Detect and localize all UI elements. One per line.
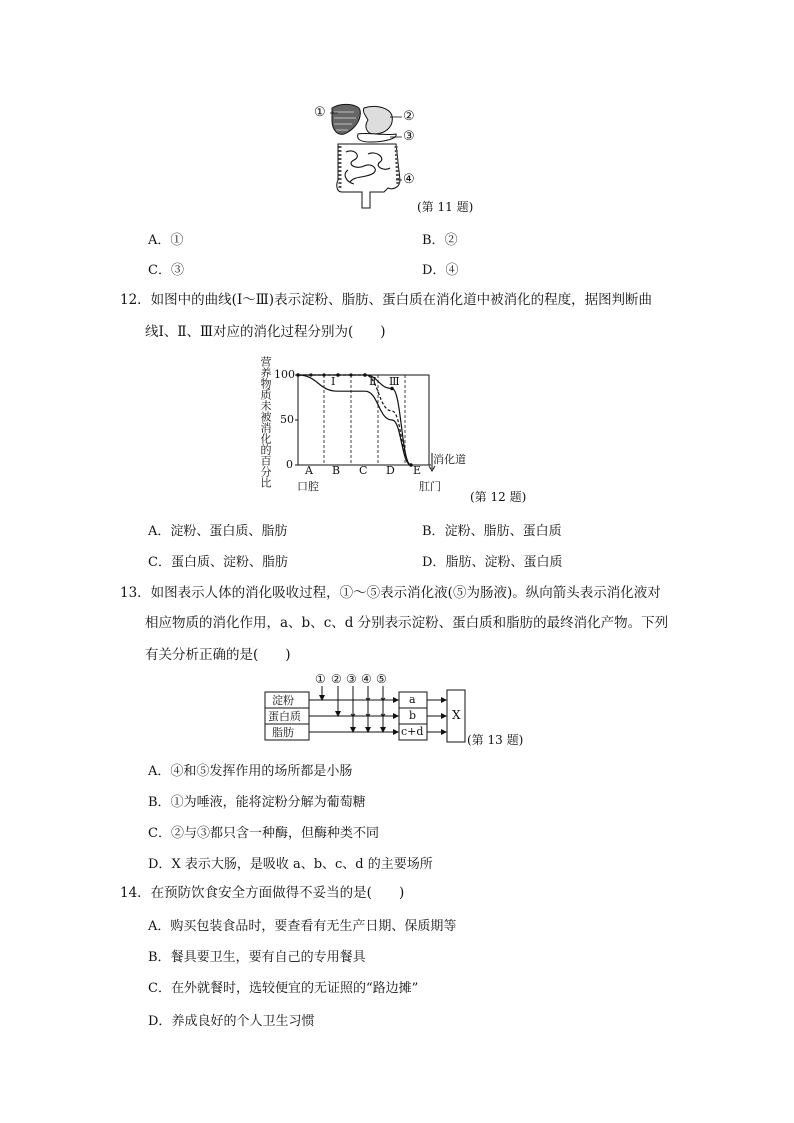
- curve-3-point: [349, 373, 352, 376]
- q14-option-c[interactable]: C．在外就餐时，选较便宜的无证照的“路边摊”: [148, 981, 419, 996]
- q11-option-a[interactable]: A．①: [148, 233, 184, 248]
- fig-label-4: ④: [403, 172, 415, 187]
- q13-diagram: [262, 672, 477, 744]
- q11-option-b[interactable]: B．②: [422, 233, 458, 248]
- q14-option-a[interactable]: A．购买包装食品时，要查看有无生产日期、保质期等: [148, 919, 457, 934]
- q14-stem: 14．在预防饮食安全方面做得不妥当的是( ): [120, 885, 405, 901]
- curve-label-1: Ⅰ: [331, 375, 336, 388]
- q11-figure: [310, 100, 420, 215]
- q14-option-d[interactable]: D．养成良好的个人卫生习惯: [148, 1014, 315, 1029]
- curve-label-3: Ⅲ: [389, 375, 400, 388]
- fig-label-1: ①: [314, 105, 326, 120]
- curve-3-point: [296, 373, 300, 377]
- q12-caption: (第 12 题): [470, 490, 527, 504]
- q13-stem-line2: 相应物质的消化作用，a、b、c、d 分别表示淀粉、蛋白质和脂肪的最终消化产物。下列: [145, 615, 669, 631]
- juice-4: ④: [361, 672, 372, 686]
- curve-3-point: [309, 373, 312, 376]
- target-x: X: [452, 708, 461, 722]
- q11-option-d[interactable]: D．④: [422, 263, 459, 278]
- q12-option-a[interactable]: A．淀粉、蛋白质、脂肪: [148, 524, 288, 539]
- q13-stem-line1: 13．如图表示人体的消化吸收过程，①～⑤表示消化液(⑤为肠液)。纵向箭头表示消化液对: [120, 585, 661, 601]
- curve-label-2: Ⅱ: [369, 375, 377, 388]
- q13-stem-line3: 有关分析正确的是( ): [145, 647, 291, 663]
- chart-ylabel: 营养物质未被消化的百分比: [259, 356, 272, 488]
- q12-option-d[interactable]: D．脂肪、淀粉、蛋白质: [422, 555, 563, 570]
- curve-3-point: [363, 373, 366, 376]
- fig-label-2: ②: [403, 109, 415, 124]
- q13-option-a[interactable]: A．④和⑤发挥作用的场所都是小肠: [148, 764, 353, 779]
- ytick-0: 0: [286, 458, 293, 471]
- juice-5: ⑤: [376, 672, 387, 686]
- q12-option-b[interactable]: B．淀粉、脂肪、蛋白质: [422, 524, 562, 539]
- chart-frame: [298, 375, 429, 465]
- fig-label-3: ③: [403, 129, 415, 144]
- xtick-e: E: [413, 464, 422, 477]
- q12-stem-line2: 线Ⅰ、Ⅱ、Ⅲ对应的消化过程分别为( ): [145, 324, 386, 340]
- q12-chart: [255, 352, 475, 502]
- q14-option-b[interactable]: B．餐具要卫生，要有自己的专用餐具: [148, 950, 366, 965]
- product-a: a: [409, 693, 416, 706]
- xtick-d: D: [386, 464, 395, 477]
- curve-1: [298, 375, 411, 465]
- input-fat: 脂肪: [272, 726, 294, 739]
- ytick-100: 100: [274, 368, 295, 381]
- curve-3-point: [336, 373, 339, 376]
- q12-option-c[interactable]: C．蛋白质、淀粉、脂肪: [148, 555, 288, 570]
- juice-3: ③: [346, 672, 357, 686]
- xtick-c: C: [359, 464, 368, 477]
- juice-1: ①: [315, 672, 326, 686]
- q11-caption: (第 11 题): [417, 200, 474, 214]
- chart-xlabel: 消化道: [433, 453, 466, 466]
- product-b: b: [409, 709, 417, 722]
- input-starch: 淀粉: [272, 694, 294, 707]
- q11-option-c[interactable]: C．③: [148, 263, 184, 278]
- juice-2: ②: [331, 672, 342, 686]
- q12-stem-line1: 12．如图中的曲线(Ⅰ～Ⅲ)表示淀粉、脂肪、蛋白质在消化道中被消化的程度，据图判断曲: [120, 292, 653, 308]
- input-protein: 蛋白质: [268, 710, 301, 723]
- chart-start-label: 口腔: [297, 480, 319, 493]
- q13-option-d[interactable]: D．X 表示大肠，是吸收 a、b、c、d 的主要场所: [148, 857, 433, 872]
- ytick-50: 50: [280, 413, 294, 426]
- xtick-a: A: [305, 464, 313, 477]
- product-cd: c+d: [401, 725, 424, 738]
- chart-end-label: 肛门: [419, 480, 441, 493]
- curve-2: [298, 375, 411, 465]
- curve-3: [298, 375, 411, 465]
- q13-option-c[interactable]: C．②与③都只含一种酶，但酶种类不同: [148, 826, 379, 841]
- curve-3-point: [322, 373, 325, 376]
- q13-caption: (第 13 题): [467, 733, 524, 747]
- q13-option-b[interactable]: B．①为唾液，能将淀粉分解为葡萄糖: [148, 795, 366, 810]
- xtick-b: B: [332, 464, 341, 477]
